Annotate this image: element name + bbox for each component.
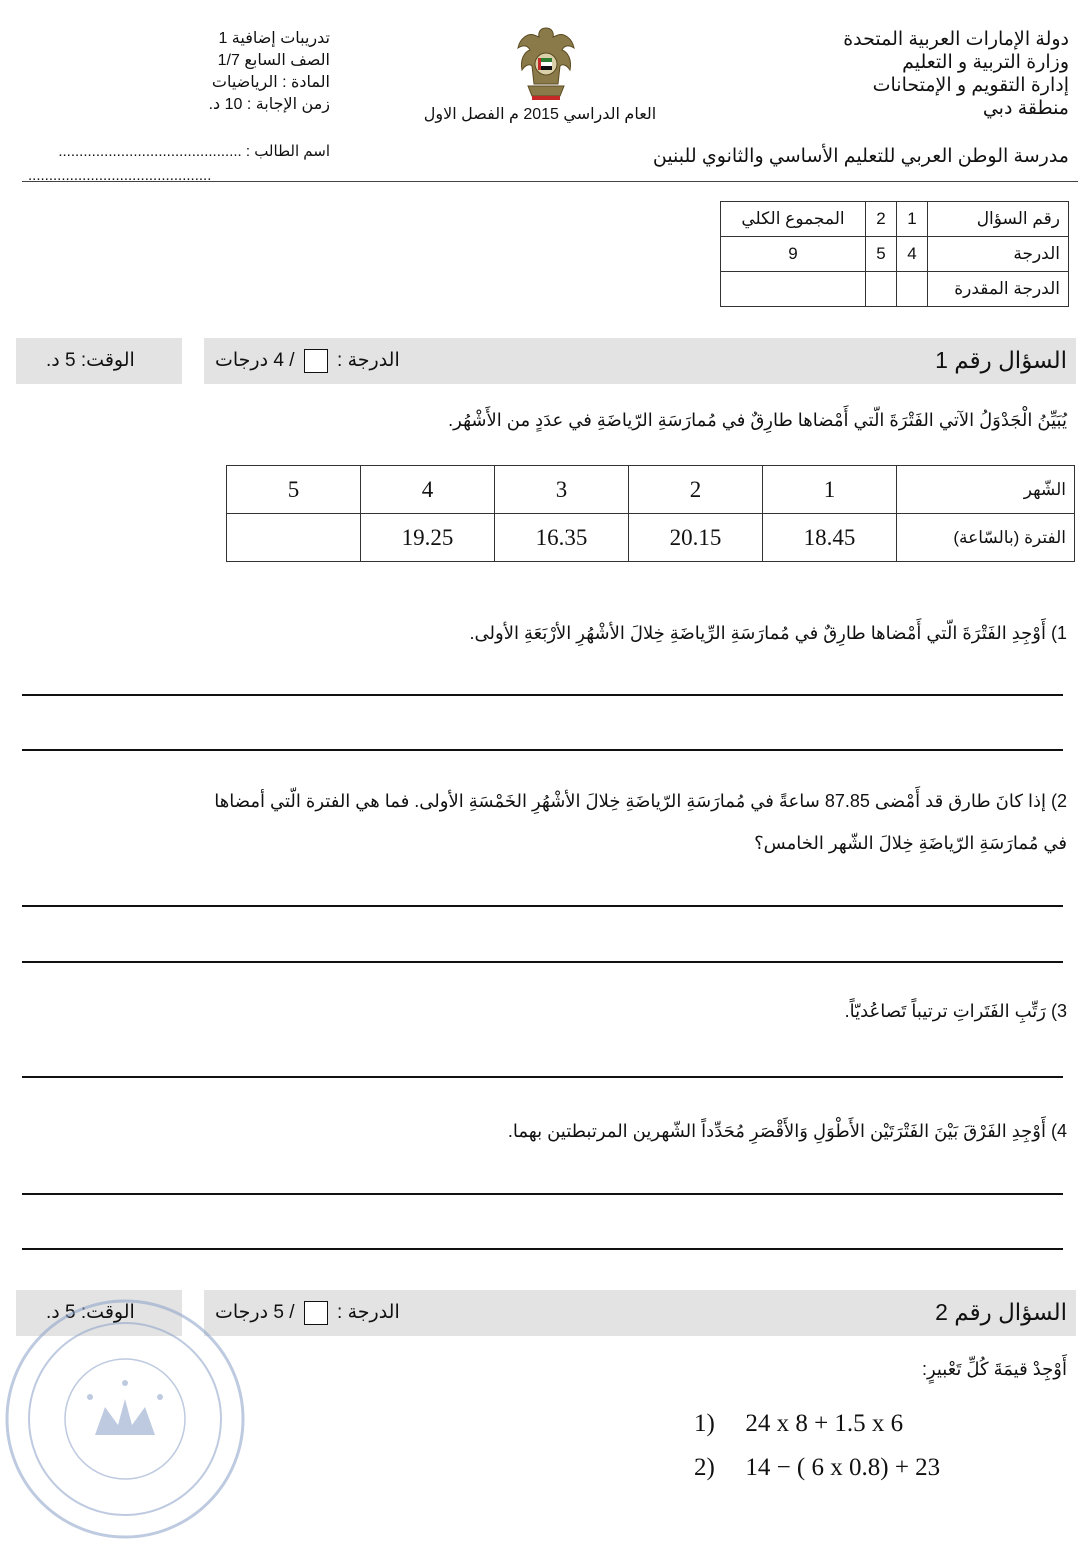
month-cell: 5 — [227, 466, 361, 514]
expression: 14 − ( 6 x 0.8) + 23 — [745, 1454, 941, 1481]
question-number: 1 — [897, 202, 928, 237]
marks-cell: 5 — [866, 237, 897, 272]
header-line: إدارة التقويم و الإمتحانات — [872, 75, 1069, 96]
hours-cell — [227, 514, 361, 562]
exercise-hours-table — [226, 465, 1075, 562]
ministry-header — [843, 28, 1069, 120]
question-part-3: 3) رَتِّبِ الفَتَراتِ ترتيباً تَصاعُديّاً. — [844, 1001, 1067, 1021]
question-part-4: 4) أَوْجِدِ الفَرْقَ بَيْنَ الفَتْرَتَيْن الأَطْوَلِ وَالأَقْصَرِ مُحَدِّداً الشّهرين المرتبطتين بهما. — [507, 1121, 1067, 1141]
row-header: الشّهر — [897, 466, 1075, 514]
answer-line[interactable] — [22, 1193, 1063, 1195]
watermark-stamp-icon — [0, 1295, 250, 1543]
row-label: رقم السؤال — [928, 202, 1069, 237]
school-name: مدرسة الوطن العربي للتعليم الأساسي والثانوي للبنين — [652, 146, 1069, 167]
question-title: السؤال رقم 2 — [935, 1299, 1067, 1325]
row-label: الدرجة — [928, 237, 1069, 272]
header-line: دولة الإمارات العربية المتحدة — [843, 29, 1069, 50]
item-number: 2) — [694, 1454, 715, 1481]
table-row — [721, 202, 1069, 237]
row-header: الفترة (بالسّاعة) — [897, 514, 1075, 562]
answer-line[interactable] — [22, 749, 1063, 751]
estimated-total-cell[interactable] — [721, 272, 866, 307]
table-row — [721, 237, 1069, 272]
grade-summary-table — [720, 201, 1069, 307]
header-line: منطقة دبي — [982, 98, 1069, 119]
question-part-1: 1) أَوْجِدِ الفَتْرَةَ الّتي أَمْضاها طارِقٌ في مُمارَسَةِ الرِّياضَةِ خِلالَ الأشْهُرِ الأرْبَعَةِ الأولى. — [469, 623, 1067, 643]
table-row — [227, 466, 1075, 514]
total-marks: 9 — [721, 237, 866, 272]
month-cell: 4 — [361, 466, 495, 514]
header-line: وزارة التربية و التعليم — [902, 52, 1069, 73]
grade-label: الدرجة : — [337, 350, 400, 372]
hours-cell: 18.45 — [763, 514, 897, 562]
question-title: السؤال رقم 1 — [935, 347, 1067, 373]
row-label: الدرجة المقدرة — [928, 272, 1069, 307]
exam-info-line: المادة : الرياضيات — [211, 74, 330, 91]
time-label: الوقت: 5 د. — [46, 1302, 135, 1323]
answer-line[interactable] — [22, 1076, 1063, 1078]
estimated-grade-cell[interactable] — [866, 272, 897, 307]
expression-item — [694, 1410, 903, 1438]
item-number: 1) — [694, 1410, 715, 1437]
answer-line[interactable] — [22, 905, 1063, 907]
uae-emblem-icon — [514, 24, 578, 102]
question-part-2-cont: في مُمارَسَةِ الرّياضَةِ خِلالَ الشّهر الخامس؟ — [754, 833, 1067, 853]
question1-header — [0, 338, 1091, 384]
month-cell: 1 — [763, 466, 897, 514]
grade-suffix: / 4 درجات — [215, 350, 295, 372]
question-number: 2 — [866, 202, 897, 237]
exam-info-line: زمن الإجابة : 10 د. — [208, 96, 330, 113]
question1-intro: يُبَيِّنُ الْجَدْوَلُ الآتي الفَتْرَةَ الّتي أَمْضاها طارِقٌ في مُمارَسَةِ الرّياضَةِ في عدَدٍ من الأَشْهُر. — [448, 410, 1067, 430]
expression: 24 x 8 + 1.5 x 6 — [745, 1410, 904, 1437]
question2-intro: أَوْجِدْ قيمَةَ كُلِّ تَعْبيرٍ: — [921, 1359, 1067, 1379]
table-row — [721, 272, 1069, 307]
student-name-label: اسم الطالب : ............................................ — [58, 143, 330, 160]
student-name-dots: ............................................ — [28, 167, 212, 184]
marks-cell: 4 — [897, 237, 928, 272]
time-label: الوقت: 5 د. — [46, 350, 135, 371]
answer-line[interactable] — [22, 694, 1063, 696]
answer-line[interactable] — [22, 1248, 1063, 1250]
table-row — [227, 514, 1075, 562]
exam-info — [170, 28, 330, 116]
exam-info-line: الصف السابع 1/7 — [217, 52, 330, 69]
month-cell: 3 — [495, 466, 629, 514]
grade-input-box[interactable] — [304, 349, 328, 373]
hours-cell: 20.15 — [629, 514, 763, 562]
hours-cell: 16.35 — [495, 514, 629, 562]
answer-line[interactable] — [22, 961, 1063, 963]
exam-info-line: تدريبات إضافية 1 — [218, 30, 330, 47]
grade-suffix: / 5 درجات — [215, 1302, 295, 1324]
grade-label: الدرجة : — [337, 1302, 400, 1324]
academic-year: العام الدراسي 2015 م الفصل الاول — [423, 106, 657, 123]
expression-item — [694, 1454, 940, 1482]
grade-field — [215, 349, 400, 373]
question-part-2: 2) إذا كانَ طارق قد أَمْضى 87.85 ساعةً في مُمارَسَةِ الرّياضَةِ خِلالَ الأشْهُرِ الخَمْسَةِ الأولى. فما هي الفترة الّتي أمضاها — [214, 791, 1067, 811]
hours-cell: 19.25 — [361, 514, 495, 562]
total-label: المجموع الكلي — [721, 202, 866, 237]
estimated-grade-cell[interactable] — [897, 272, 928, 307]
grade-input-box[interactable] — [304, 1301, 328, 1325]
month-cell: 2 — [629, 466, 763, 514]
header-divider — [22, 181, 1078, 182]
